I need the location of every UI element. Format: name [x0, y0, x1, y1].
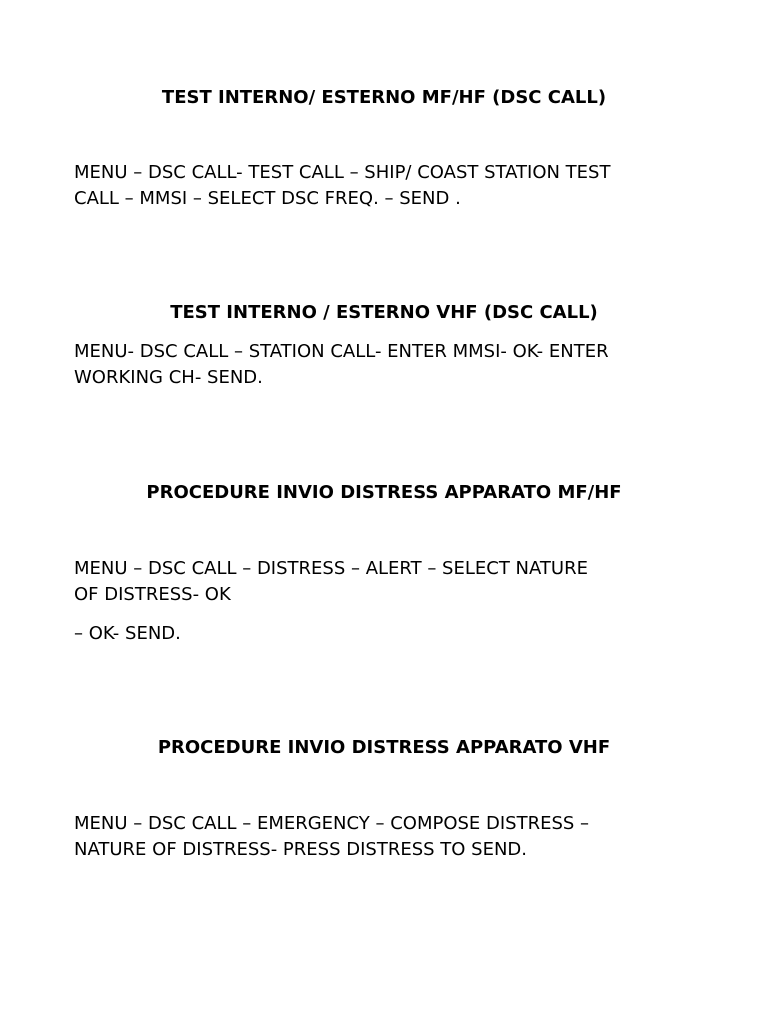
- body-line: CALL – MMSI – SELECT DSC FREQ. – SEND .: [74, 188, 461, 209]
- section-heading-mfhf-distress: PROCEDURE INVIO DISTRESS APPARATO MF/HF: [146, 482, 622, 503]
- section-body-vhf-distress: [74, 811, 714, 863]
- body-line: MENU – DSC CALL- TEST CALL – SHIP/ COAST STATION TEST: [74, 162, 611, 183]
- body-line: MENU- DSC CALL – STATION CALL- ENTER MMSI- OK- ENTER: [74, 341, 609, 362]
- section-heading-vhf-test: TEST INTERNO / ESTERNO VHF (DSC CALL): [170, 302, 598, 323]
- section-heading-mfhf-test: TEST INTERNO/ ESTERNO MF/HF (DSC CALL): [161, 87, 607, 108]
- body-line: MENU – DSC CALL – EMERGENCY – COMPOSE DISTRESS –: [74, 813, 590, 834]
- section-body-mfhf-test: [74, 160, 714, 212]
- section-body-mfhf-distress-continuation: [74, 621, 714, 647]
- body-line: WORKING CH- SEND.: [74, 367, 263, 388]
- body-line: MENU – DSC CALL – DISTRESS – ALERT – SELECT NATURE: [74, 558, 588, 579]
- body-line: OF DISTRESS- OK: [74, 584, 231, 605]
- section-heading-vhf-distress: PROCEDURE INVIO DISTRESS APPARATO VHF: [157, 737, 611, 758]
- body-line: NATURE OF DISTRESS- PRESS DISTRESS TO SEND.: [74, 839, 528, 860]
- section-body-vhf-test: [74, 339, 714, 391]
- section-body-mfhf-distress: [74, 556, 714, 608]
- body-line: – OK- SEND.: [74, 623, 181, 644]
